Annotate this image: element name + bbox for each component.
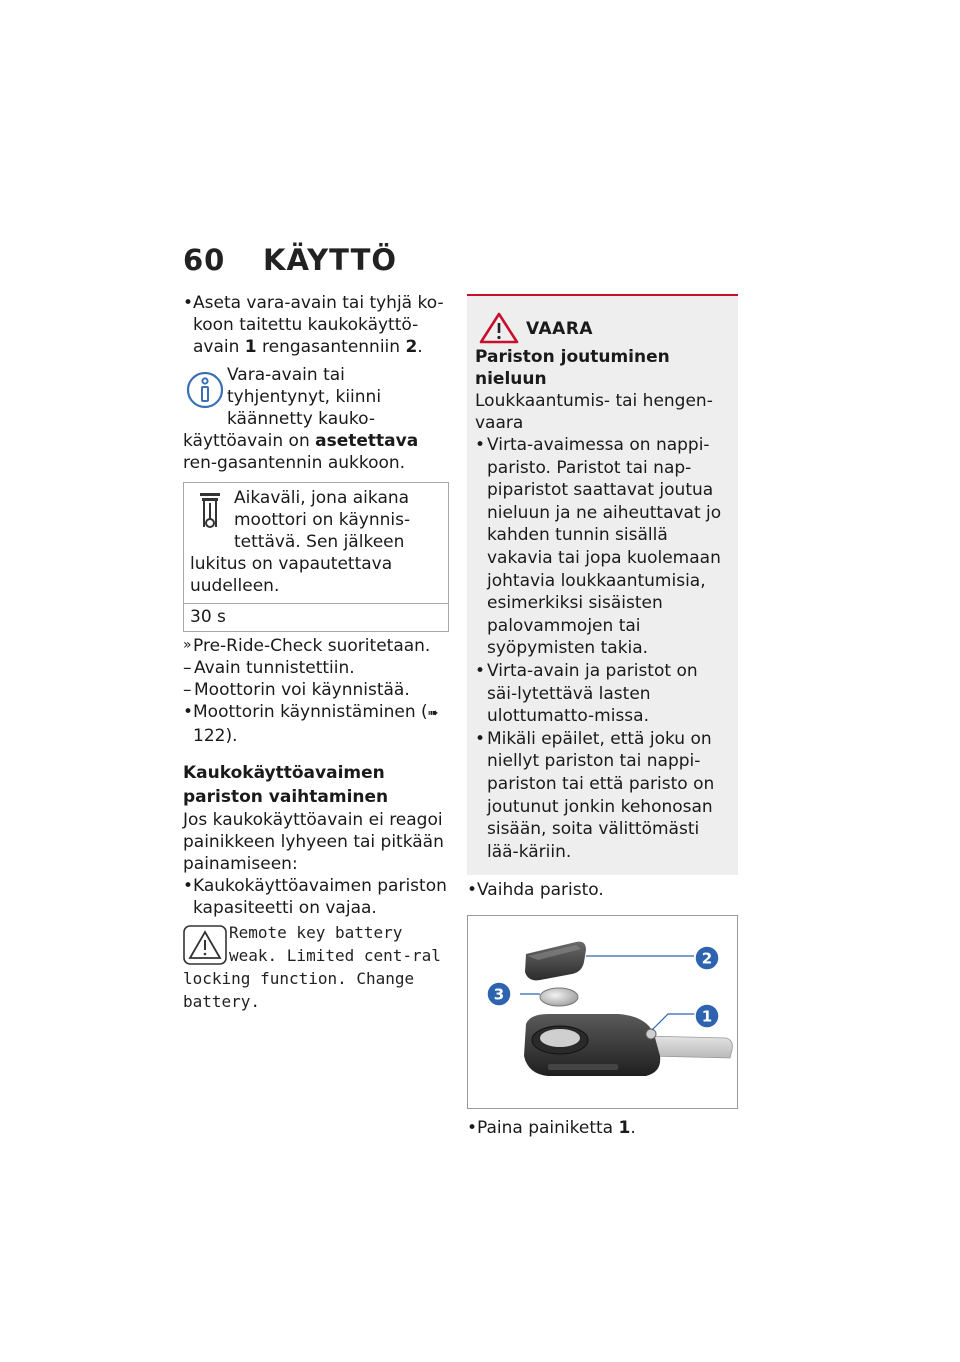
callout-3 [487,982,511,1006]
step-low-battery: • Kaukokäyttöavaimen pariston kapasiteetti on vajaa. [183,875,449,919]
battery-change-heading: Kaukokäyttöavaimen pariston vaihtaminen [183,763,389,807]
engine-piston-icon [188,489,232,535]
result-pre-ride-check: » Pre-Ride-Check suoritetaan. [183,635,449,657]
warning-triangle-icon [183,925,227,965]
danger-subtitle: Loukkaantumis- tai hengen-vaara [475,391,713,433]
step-start-engine: • Moottorin käynnistäminen (➠ 122). [183,701,449,747]
svg-text:1: 1 [701,1007,713,1026]
svg-text:3: 3 [493,985,505,1004]
info-icon [183,368,227,412]
battery-change-intro: Jos kaukokäyttöavain ei reagoi painikkeen lyhyeen tai pitkään painamiseen: [183,810,444,874]
right-column [467,294,738,1139]
page-ref-arrow-icon: ➠ [427,706,439,721]
page-header [183,243,398,277]
time-box [183,482,449,632]
section-title: KÄYTTÖ [263,243,398,277]
step-change-battery: • Vaihda paristo. [467,879,738,901]
danger-bullet: • Virta-avaimessa on nappi-paristo. Paristot tai nap-piparistot saattavat joutua nieluun ja ne aiheuttavat jo kahden tunnin sisällä vakavia tai jopa kuolemaan johtavia loukkaantumisia, esimerkiksi sisäisten palovammojen tai syöpymisten takia. [475,434,730,660]
info-text: Vara-avain tai tyhjentynyt, kiinni käännetty kauko-käyttöavain on asetettava ren-gasantennin aukkoon. [183,365,419,473]
danger-label: VAARA [526,319,594,339]
callout-1 [695,1004,719,1028]
danger-box [467,294,738,875]
key-battery-figure [467,915,738,1109]
time-box-text: Aikaväli, jona aikana moottori on käynnis-tettävä. Sen jälkeen lukitus on vapautettava uudelleen. [190,488,411,596]
key-exploded-illustration [468,916,737,1108]
step-press-button: • Paina painiketta 1. [467,1117,738,1139]
danger-title: Pariston joutuminen nieluun [475,347,670,389]
callout-2 [695,946,719,970]
time-box-value: 30 s [184,603,448,631]
danger-bullet: • Virta-avain ja paristot on säi-lytettävä lasten ulottumatto-missa. [475,660,730,728]
display-message-text: Remote key battery weak. Limited cent-ral locking function. Change battery. [183,923,441,1011]
info-note [183,364,449,474]
danger-triangle-icon [479,312,519,344]
left-column [183,292,449,1013]
danger-bullet: • Mikäli epäilet, että joku on niellyt pariston tai nappi-pariston tai että paristo on joutunut jonkin kehonosan sisään, soita välittömästi lää-käriin. [475,728,730,864]
coin-battery [540,988,578,1006]
release-button [646,1029,656,1039]
step-insert-key: • Aseta vara-avain tai tyhjä ko-koon taitettu kaukokäyttö-avain 1 rengasantenniin 2. [183,292,449,358]
display-message-block [183,921,449,1013]
page-number: 60 [183,243,226,277]
dash-key-recognised: – Avain tunnistettiin. [183,657,449,679]
svg-text:2: 2 [701,949,713,968]
dash-engine-can-start: – Moottorin voi käynnistää. [183,679,449,701]
